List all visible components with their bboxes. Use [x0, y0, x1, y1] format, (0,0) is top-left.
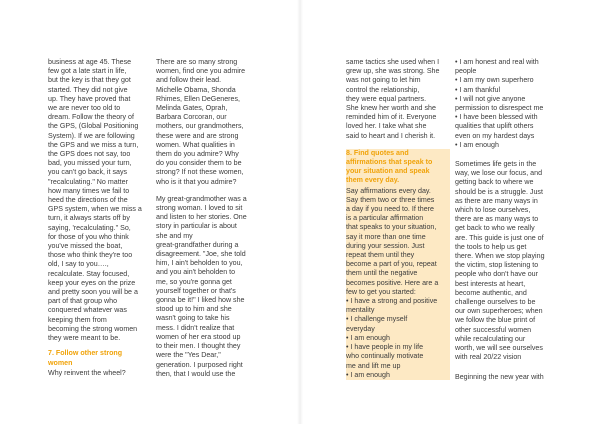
text-line: your situation and speak: [346, 167, 430, 176]
text-line: way, we lose our focus, and: [455, 169, 543, 178]
text-line: wasn't going to take his: [156, 314, 230, 323]
text-line: for those of you who think: [48, 232, 129, 241]
text-line: is a particular affirmation: [346, 214, 424, 223]
text-line: keep your eyes on the prize: [48, 278, 136, 287]
text-line: • I am thankful: [455, 85, 501, 94]
column-1: [48, 58, 152, 420]
text-line: recalculate. Stay focused,: [48, 269, 130, 278]
col2-paragraph-b: [156, 195, 260, 379]
col4-paragraph-b: [455, 160, 559, 362]
text-line: strong woman. I loved to sit: [156, 204, 243, 213]
text-line: me and lift me up: [346, 361, 401, 370]
text-line: are. This guide is just one of: [455, 233, 544, 242]
text-line: generation. I purposed right: [156, 360, 243, 369]
text-line: few got a late start in life,: [48, 67, 127, 76]
text-line: mess. I didn't realize that: [156, 323, 235, 332]
text-line: they were equal partners.: [346, 94, 427, 103]
text-line: we follow the blue print of: [455, 316, 536, 325]
text-line: System). If we are following: [48, 131, 135, 140]
text-line: permission to disrespect me: [455, 104, 544, 113]
text-line: a day if you need to. If there: [346, 205, 434, 214]
text-line: the tools to help us get: [455, 242, 527, 251]
text-line: these were and are strong: [156, 131, 239, 140]
text-line: which to lose ourselves,: [455, 206, 531, 215]
text-line: • I will not give anyone: [455, 94, 526, 103]
col4-paragraph-c: [455, 373, 559, 382]
text-line: bad, you missed your turn,: [48, 159, 132, 168]
text-line: everyday: [346, 324, 375, 333]
text-line: keeping them from: [48, 315, 107, 324]
text-line: disagreement. "Joe, she told: [156, 250, 246, 259]
text-line: • I challenge myself: [346, 315, 408, 324]
text-line: women: [48, 358, 73, 367]
text-line: same tactics she used when I: [346, 58, 440, 66]
text-line: dream. Follow the theory of: [48, 113, 134, 122]
text-line: as there are many ways in: [455, 196, 538, 205]
text-line: up. They have proved that: [48, 94, 131, 103]
text-line: story in particular is about: [156, 222, 237, 231]
text-line: they were meant to be.: [48, 334, 121, 343]
text-line: Michelle Obama, Shonda: [156, 85, 236, 94]
text-line: • I am enough: [455, 140, 499, 149]
text-line: even on my hardest days: [455, 131, 535, 140]
text-line: few to get you started:: [346, 287, 416, 296]
text-line: • I am enough: [346, 333, 390, 342]
text-line: but the key is that they got: [48, 76, 131, 85]
text-line: the GPS and we miss a turn,: [48, 140, 139, 149]
text-line: women. What qualities in: [156, 140, 235, 149]
col1-heading: [48, 349, 152, 367]
text-line: people who don't have our: [455, 270, 538, 279]
text-line: 7. Follow other strong: [48, 349, 123, 358]
text-line: Why reinvent the wheel?: [48, 368, 126, 377]
text-line: best interests at heart,: [455, 279, 526, 288]
page-gutter: [297, 0, 303, 424]
text-line: and pretty soon you will be a: [48, 288, 138, 297]
text-line: started. They did not give: [48, 85, 128, 94]
text-line: • I am my own superhero: [455, 76, 534, 85]
text-line: the GPS does not say, too: [48, 150, 131, 159]
text-line: our own superheroes; when: [455, 307, 543, 316]
text-line: There are so many strong: [156, 58, 238, 66]
text-line: challenge ourselves to be: [455, 298, 536, 307]
text-line: great-grandfather during a: [156, 240, 239, 249]
text-line: were the "Yes Dear,": [156, 351, 221, 360]
text-line: yourself together or that's: [156, 286, 236, 295]
text-line: becomes positive. Here are a: [346, 278, 439, 287]
text-line: conquered whatever was: [48, 306, 127, 315]
col4-list: [455, 58, 559, 150]
text-line: Say affirmations every day.: [346, 186, 431, 195]
text-line: Beginning the new year with: [455, 372, 544, 381]
text-line: My great-grandmother was a: [156, 194, 247, 203]
text-line: to their men. I thought they: [156, 342, 241, 351]
text-line: repeat them until they: [346, 251, 415, 260]
text-line: loved her. I take what she: [346, 122, 427, 131]
column-3: [346, 58, 450, 420]
text-line: getting back to where we: [455, 178, 534, 187]
text-line: and follow their lead.: [156, 76, 222, 85]
text-line: strong? If not these women,: [156, 168, 244, 177]
text-line: who continually motivate: [346, 352, 424, 361]
text-line: said to heart and I cherish it.: [346, 131, 436, 140]
text-line: we are never too old to: [48, 104, 121, 113]
text-line: She knew her worth and she: [346, 104, 436, 113]
text-line: • I have a strong and positive: [346, 297, 438, 306]
text-line: • I am honest and real with: [455, 58, 539, 66]
col1-paragraph-a: [48, 58, 152, 343]
text-line: you can't go back, it says: [48, 168, 128, 177]
text-line: grew up, she was strong. She: [346, 67, 440, 76]
text-line: turn, it always starts off by: [48, 214, 130, 223]
text-line: saying, 'recalculating." So,: [48, 223, 131, 232]
text-line: affirmations that speak to: [346, 158, 433, 167]
col3-highlight-block: [346, 149, 450, 380]
col3-paragraph-b: [346, 187, 450, 380]
text-line: Sometimes life gets in the: [455, 160, 537, 169]
text-line: mothers, our grandmothers,: [156, 122, 244, 131]
column-4: [455, 58, 559, 420]
text-line: them do you admire? Why: [156, 150, 239, 159]
text-line: me, so you're gonna get: [156, 277, 232, 286]
text-line: • I have people in my life: [346, 343, 424, 352]
text-line: Barbara Corcoran, our: [156, 113, 227, 122]
text-line: who is it that you admire?: [156, 177, 237, 186]
text-line: she and my: [156, 231, 193, 240]
col3-heading: [346, 149, 450, 186]
text-line: Melinda Gates, Oprah,: [156, 104, 228, 113]
col3-paragraph-a: [346, 58, 450, 141]
text-line: how many times we fail to: [48, 186, 130, 195]
text-line: that speaks to your situation,: [346, 223, 437, 232]
text-line: women of her era stood up: [156, 332, 241, 341]
col1-paragraph-b: [48, 369, 152, 378]
text-line: with real 20/22 vision: [455, 353, 522, 362]
text-line: there are as many ways to: [455, 215, 539, 224]
text-line: 8. Find quotes and: [346, 148, 409, 157]
text-line: those who think they're too: [48, 251, 133, 260]
text-line: the GPS, (Global Positioning: [48, 122, 139, 131]
text-line: GPS system, when we miss a: [48, 205, 142, 214]
text-line: other successful women: [455, 325, 532, 334]
text-line: business at age 45. These: [48, 58, 132, 66]
text-line: "recalculating." No matter: [48, 177, 128, 186]
text-line: becoming the strong women: [48, 324, 138, 333]
text-line: the victim, stop listening to: [455, 261, 539, 270]
text-line: then, that I would use the: [156, 369, 236, 378]
text-line: part of that group who: [48, 297, 118, 306]
text-line: get back to who we really: [455, 224, 535, 233]
text-line: old, I say to you….,: [48, 260, 109, 269]
text-line: people: [455, 67, 477, 76]
text-line: women, find one you admire: [156, 67, 246, 76]
text-line: stood up to him and she: [156, 305, 232, 314]
text-line: control the relationship,: [346, 85, 420, 94]
text-line: mentality: [346, 306, 375, 315]
text-line: heed the directions of the: [48, 196, 128, 205]
text-line: while recalculating our: [455, 334, 526, 343]
text-line: them every day.: [346, 176, 400, 185]
column-2: [156, 58, 260, 420]
text-line: and listen to her stories. One: [156, 213, 247, 222]
text-line: them until the negative: [346, 269, 418, 278]
text-line: become a part of you, repeat: [346, 260, 437, 269]
col2-paragraph-a: [156, 58, 260, 187]
text-line: become authentic, and: [455, 288, 527, 297]
text-line: • I am enough: [346, 370, 390, 379]
text-line: him, I ain't beholden to you,: [156, 259, 243, 268]
text-line: gonna be it!" I liked how she: [156, 296, 245, 305]
text-line: qualities that uplift others: [455, 122, 534, 131]
text-line: you've missed the boat,: [48, 242, 123, 251]
text-line: during your session. Just: [346, 241, 425, 250]
text-line: do you consider them to be: [156, 159, 242, 168]
text-line: there. When we stop playing: [455, 252, 545, 261]
text-line: Rhimes, Ellen DeGeneres,: [156, 94, 240, 103]
text-line: Say them two or three times: [346, 195, 435, 204]
text-line: was not going to let him: [346, 76, 421, 85]
text-line: and you ain't beholden to: [156, 268, 236, 277]
text-line: say it more than one time: [346, 232, 426, 241]
text-line: worth, we will see ourselves: [455, 344, 543, 353]
text-line: • I have been blessed with: [455, 113, 538, 122]
text-line: should be is a struggle. Just: [455, 187, 543, 196]
text-line: reminded him of it. Everyone: [346, 113, 437, 122]
